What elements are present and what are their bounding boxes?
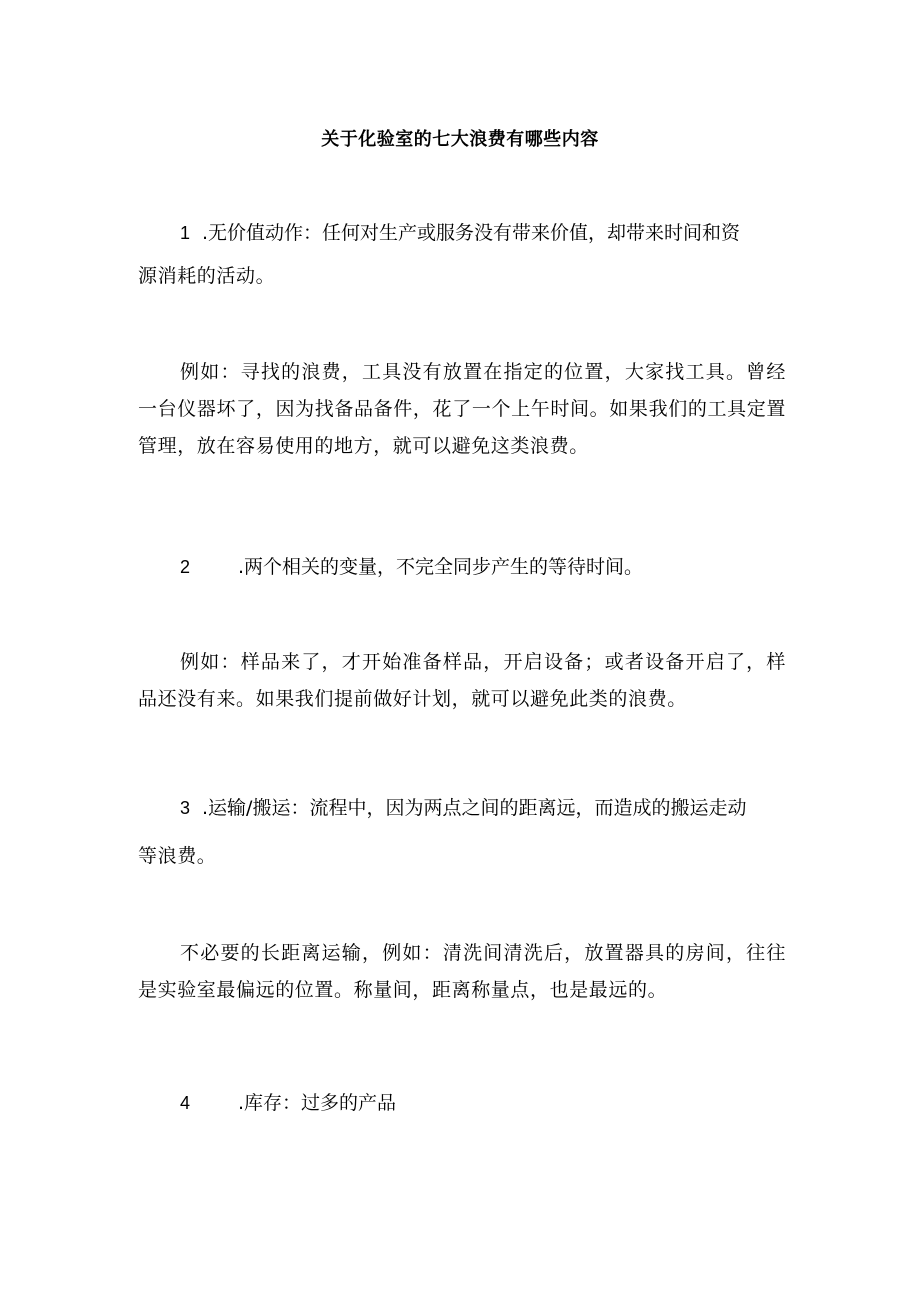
section-3-heading-line1: .运输/搬运：流程中，因为两点之间的距离远，而造成的搬运走动 — [202, 797, 747, 819]
section-1-number: 1 — [180, 223, 191, 243]
document-title: 关于化验室的七大浪费有哪些内容 — [321, 129, 599, 150]
section-1-heading — [180, 215, 786, 252]
section-1-example: 例如：寻找的浪费，工具没有放置在指定的位置，大家找工具。曾经一台仪器坏了，因为找备品备件，花了一个上午时间。如果我们的工具定置管理，放在容易使用的地方，就可以避免这类浪费。 — [138, 361, 786, 457]
section-3-number: 3 — [180, 798, 191, 818]
section-3-heading — [180, 790, 786, 827]
section-4-heading-text: .库存：过多的产品 — [238, 1092, 397, 1114]
section-2-number: 2 — [180, 557, 191, 577]
section-2-heading-text: .两个相关的变量，不完全同步产生的等待时间。 — [238, 556, 644, 578]
section-2-heading — [180, 549, 786, 586]
section-2-example: 例如：样品来了，才开始准备样品，开启设备；或者设备开启了，样品还没有来。如果我们提前做好计划，就可以避免此类的浪费。 — [138, 651, 786, 710]
section-4-heading — [180, 1085, 786, 1122]
section-1-heading-continuation: 源消耗的活动。 — [138, 265, 276, 287]
section-1-heading-line1: .无价值动作：任何对生产或服务没有带来价值，却带来时间和资 — [202, 222, 741, 244]
section-3-example: 不必要的长距离运输，例如：清洗间清洗后，放置器具的房间，往往是实验室最偏远的位置。称量间，距离称量点，也是最远的。 — [138, 942, 786, 1001]
section-4-number: 4 — [180, 1093, 191, 1113]
section-3-heading-continuation: 等浪费。 — [138, 845, 217, 867]
